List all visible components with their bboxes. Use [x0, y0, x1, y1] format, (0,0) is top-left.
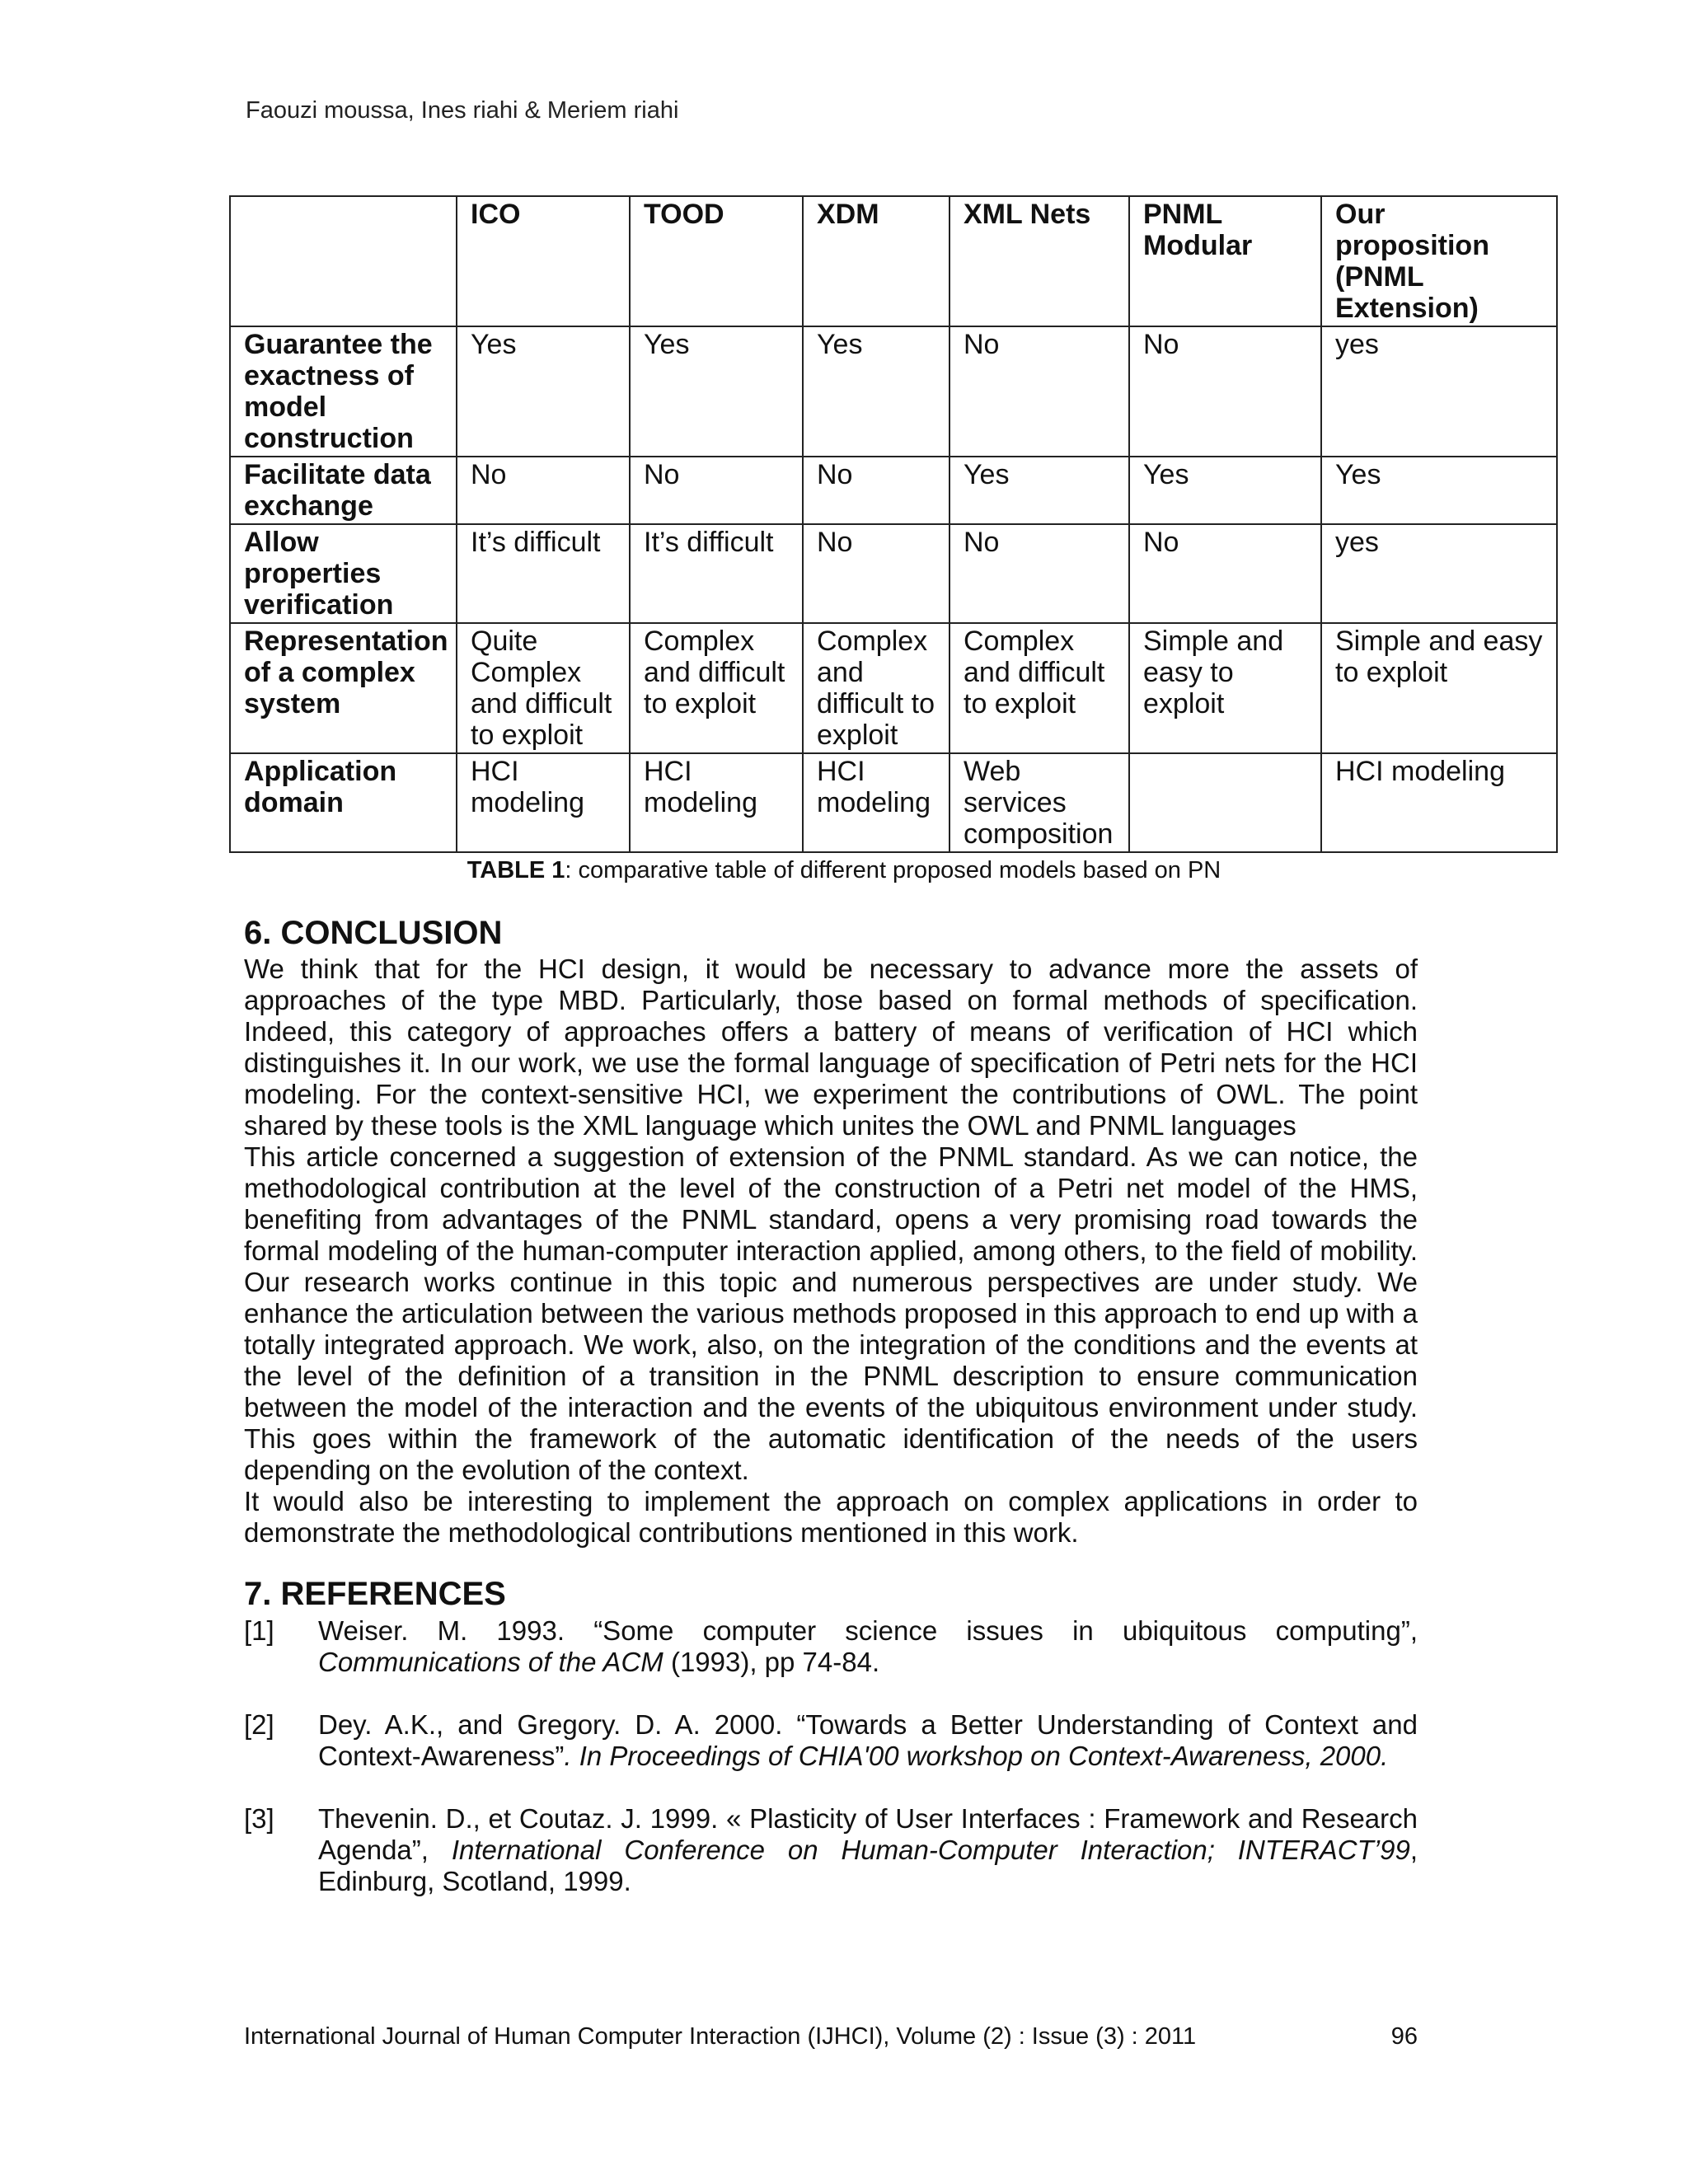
table-cell: Yes — [950, 457, 1129, 524]
table-cell — [1129, 753, 1321, 852]
row-criterion: Representation of a complex system — [230, 623, 457, 753]
page-number: 96 — [1390, 2023, 1418, 2050]
table-header-xdm: XDM — [803, 196, 950, 326]
table-cell: Yes — [630, 326, 803, 457]
table-cell: No — [630, 457, 803, 524]
references-heading: 7. REFERENCES — [244, 1576, 506, 1612]
table-cell: Yes — [457, 326, 630, 457]
table-row — [230, 524, 1557, 623]
table-cell: Yes — [803, 326, 950, 457]
footer-journal: International Journal of Human Computer Interaction (IJHCI), Volume (2) : Issue (3) : 2011 — [244, 2023, 1197, 2050]
table-cell: It’s difficult — [457, 524, 630, 623]
row-criterion: Guarantee the exactness of model construction — [230, 326, 457, 457]
references-list — [244, 1615, 1418, 1929]
table-cell: yes — [1321, 326, 1557, 457]
table-caption — [0, 857, 1688, 884]
table-header-empty — [230, 196, 457, 326]
table-cell: No — [803, 457, 950, 524]
reference-item — [244, 1803, 1418, 1897]
table-cell: Quite Complex and difficult to exploit — [457, 623, 630, 753]
row-criterion: Application domain — [230, 753, 457, 852]
table-header-pnml-modular: PNML Modular — [1129, 196, 1321, 326]
reference-text: Weiser. M. 1993. “Some computer science issues in ubiquitous computing”, Communications of the ACM (1993), pp 74-84. — [318, 1615, 1418, 1677]
comparison-table — [229, 195, 1558, 853]
conclusion-body — [244, 954, 1418, 1549]
table-header-ico: ICO — [457, 196, 630, 326]
table-cell: HCI modeling — [630, 753, 803, 852]
reference-text: Dey. A.K., and Gregory. D. A. 2000. “Towards a Better Understanding of Context and Context-Awareness”. In Proceedings of CHIA'00 workshop on Context-Awareness, 2000. — [318, 1709, 1418, 1771]
table-cell: No — [950, 326, 1129, 457]
reference-item — [244, 1615, 1418, 1678]
table-cell: It’s difficult — [630, 524, 803, 623]
reference-text: Thevenin. D., et Coutaz. J. 1999. « Plasticity of User Interfaces : Framework and Research Agenda”, International Conference on Human-Computer Interaction; INTERACT’99, Edinburg, Scotland, 1999. — [318, 1803, 1418, 1896]
table-header-tood: TOOD — [630, 196, 803, 326]
running-head-authors: Faouzi moussa, Ines riahi & Meriem riahi — [246, 97, 679, 124]
table-cell: HCI modeling — [803, 753, 950, 852]
table-cell: Simple and easy to exploit — [1129, 623, 1321, 753]
table-cell: No — [950, 524, 1129, 623]
table-row — [230, 457, 1557, 524]
conclusion-paragraph: This article concerned a suggestion of extension of the PNML standard. As we can notice, the methodological contribution at the level of the construction of a Petri net model of the HMS, benefiting from advantages of the PNML standard, opens a very promising road towards the formal modeling of the human-computer interaction applied, among others, to the field of mobility. Our research works continue in this topic and numerous perspectives are under study. We enhance the articulation between the various methods proposed in this approach to end up with a totally integrated approach. We work, also, on the integration of the conditions and the events at the level of the definition of a transition in the PNML description to ensure communication between the model of the interaction and the events of the ubiquitous environment under study. This goes within the framework of the automatic identification of the needs of the users depending on the evolution of the context. — [244, 1141, 1418, 1485]
table-header-xml-nets: XML Nets — [950, 196, 1129, 326]
row-criterion: Facilitate data exchange — [230, 457, 457, 524]
table-cell: Yes — [1129, 457, 1321, 524]
table-row — [230, 753, 1557, 852]
table-cell: Complex and difficult to exploit — [630, 623, 803, 753]
table-caption-text: : comparative table of different proposed models based on PN — [565, 857, 1221, 883]
table-header-row — [230, 196, 1557, 326]
reference-number: [1] — [244, 1615, 274, 1646]
table-header-our-proposition: Our proposition (PNML Extension) — [1321, 196, 1557, 326]
table-cell: Web services composition — [950, 753, 1129, 852]
table-cell: No — [1129, 524, 1321, 623]
table-cell: yes — [1321, 524, 1557, 623]
table-row — [230, 623, 1557, 753]
page-footer — [244, 2023, 1418, 2050]
reference-number: [3] — [244, 1803, 274, 1834]
reference-number: [2] — [244, 1709, 274, 1740]
table-cell: Complex and difficult to exploit — [950, 623, 1129, 753]
table-cell: No — [803, 524, 950, 623]
table-row — [230, 326, 1557, 457]
table-cell: Yes — [1321, 457, 1557, 524]
table-cell: HCI modeling — [1321, 753, 1557, 852]
conclusion-heading: 6. CONCLUSION — [244, 915, 503, 951]
table-cell: No — [1129, 326, 1321, 457]
reference-item — [244, 1709, 1418, 1772]
row-criterion: Allow properties verification — [230, 524, 457, 623]
table-cell: Complex and difficult to exploit — [803, 623, 950, 753]
table-caption-label: TABLE 1 — [467, 857, 565, 883]
conclusion-paragraph: It would also be interesting to implement the approach on complex applications in order to demonstrate the methodological contributions mentioned in this work. — [244, 1486, 1418, 1548]
table-cell: No — [457, 457, 630, 524]
table-cell: HCI modeling — [457, 753, 630, 852]
conclusion-paragraph: We think that for the HCI design, it would be necessary to advance more the assets of approaches of the type MBD. Particularly, those based on formal methods of specification. Indeed, this category of approaches offers a battery of means of verification of HCI which distinguishes it. In our work, we use the formal language of specification of Petri nets for the HCI modeling. For the context-sensitive HCI, we experiment the contributions of OWL. The point shared by these tools is the XML language which unites the OWL and PNML languages — [244, 954, 1418, 1141]
table-cell: Simple and easy to exploit — [1321, 623, 1557, 753]
